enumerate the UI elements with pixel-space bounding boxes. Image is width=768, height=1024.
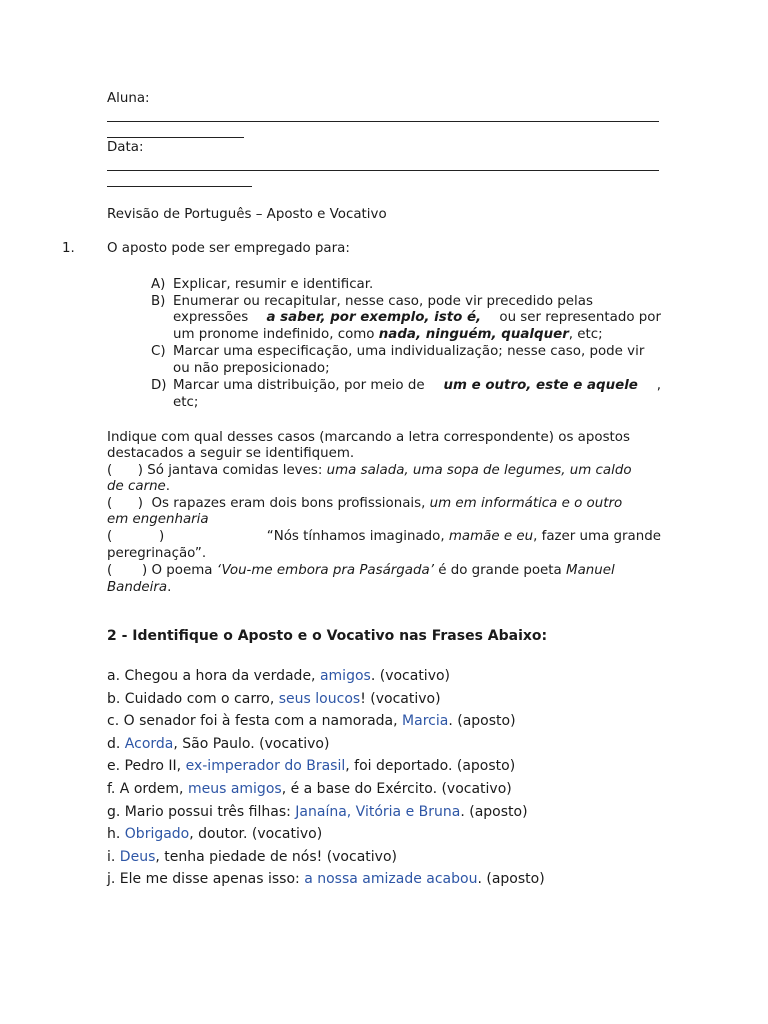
aluna-label: Aluna:: [107, 91, 150, 106]
sentence-item: d. Acorda, São Paulo. (vocativo): [107, 735, 330, 752]
answer-item-continued: em engenharia: [107, 512, 209, 527]
question-prompt: O aposto pode ser empregado para:: [107, 241, 350, 256]
highlighted-term: Janaína, Vitória e Bruna: [295, 803, 461, 820]
option-text: Marcar uma especificação, uma individualização; nesse caso, pode vir: [173, 344, 645, 359]
sentence-item: j. Ele me disse apenas isso: a nossa amizade acabou. (aposto): [107, 871, 545, 888]
question-number: 1.: [62, 241, 75, 256]
sentence-item: i. Deus, tenha piedade de nós! (vocativo): [107, 848, 397, 865]
highlighted-term: ex-imperador do Brasil: [185, 758, 346, 775]
instruction-text: Indique com qual desses casos (marcando a letra correspondente) os apostos: [107, 430, 630, 445]
instruction-text: destacados a seguir se identifiquem.: [107, 446, 355, 461]
answer-blank[interactable]: ( ): [107, 529, 165, 544]
answer-item-continued: peregrinação”.: [107, 546, 207, 561]
highlighted-term: seus loucos: [278, 690, 361, 707]
option-text: Marcar uma distribuição, por meio de um e outro, este e aquele ,: [173, 378, 661, 393]
answer-item: ( ) Só jantava comidas leves: uma salada, uma sopa de legumes, um caldo: [107, 463, 632, 478]
answer-item: ( ) Os rapazes eram dois bons profissionais, um em informática e o outro: [107, 496, 623, 511]
data-underline-1: [107, 170, 659, 171]
sentence-item: c. O senador foi à festa com a namorada, Marcia. (aposto): [107, 713, 516, 730]
answer-item-continued: de carne.: [107, 479, 171, 494]
sentence-list: [107, 665, 545, 891]
option-text: um pronome indefinido, como nada, ninguém, qualquer, etc;: [173, 327, 603, 342]
option-text: ou não preposicionado;: [173, 361, 330, 376]
sentence-item: a. Chegou a hora da verdade, amigos. (vocativo): [107, 668, 451, 684]
highlighted-term: Deus: [119, 848, 156, 865]
option-letter: A): [151, 277, 166, 292]
sentence-item: b. Cuidado com o carro, seus loucos! (vocativo): [107, 690, 441, 707]
option-text: expressões a saber, por exemplo, isto é, ou ser representado por: [173, 310, 661, 325]
highlighted-term: amigos: [319, 668, 371, 684]
answer-blank[interactable]: ( ): [107, 463, 143, 478]
option-letter: B): [151, 294, 166, 309]
highlighted-term: Marcia: [402, 713, 449, 730]
highlighted-term: a nossa amizade acabou: [304, 871, 478, 888]
sentence-item: h. Obrigado, doutor. (vocativo): [107, 826, 323, 843]
aluna-underline-1: [107, 121, 659, 122]
data-label: Data:: [107, 140, 144, 155]
aluna-underline-2: [107, 137, 244, 138]
answer-blank[interactable]: ( ): [107, 496, 143, 511]
sentence-item: g. Mario possui três filhas: Janaína, Vitória e Bruna. (aposto): [107, 803, 528, 820]
answer-item: ( ) “Nós tínhamos imaginado, mamãe e eu, fazer uma grande: [107, 529, 661, 544]
document-title: Revisão de Português – Aposto e Vocativo: [107, 207, 387, 222]
data-underline-2: [107, 186, 252, 187]
option-letter: C): [151, 344, 166, 359]
sentence-item: e. Pedro II, ex-imperador do Brasil, foi deportado. (aposto): [107, 758, 516, 775]
answer-item-continued: Bandeira.: [107, 580, 172, 595]
option-text: Enumerar ou recapitular, nesse caso, pode vir precedido pelas: [173, 294, 593, 309]
highlighted-term: Acorda: [124, 735, 174, 752]
highlighted-term: meus amigos: [187, 780, 282, 797]
sentence-item: f. A ordem, meus amigos, é a base do Exército. (vocativo): [107, 780, 512, 797]
option-text: Explicar, resumir e identificar.: [173, 277, 374, 292]
answer-blank[interactable]: ( ): [107, 563, 148, 578]
highlighted-term: Obrigado: [124, 826, 190, 843]
option-letter: D): [151, 378, 167, 393]
answer-item: ( ) O poema ‘Vou-me embora pra Pasárgada’ é do grande poeta Manuel: [107, 563, 615, 578]
section-heading: 2 - Identifique o Aposto e o Vocativo nas Frases Abaixo:: [107, 628, 548, 644]
option-text: etc;: [173, 395, 199, 410]
